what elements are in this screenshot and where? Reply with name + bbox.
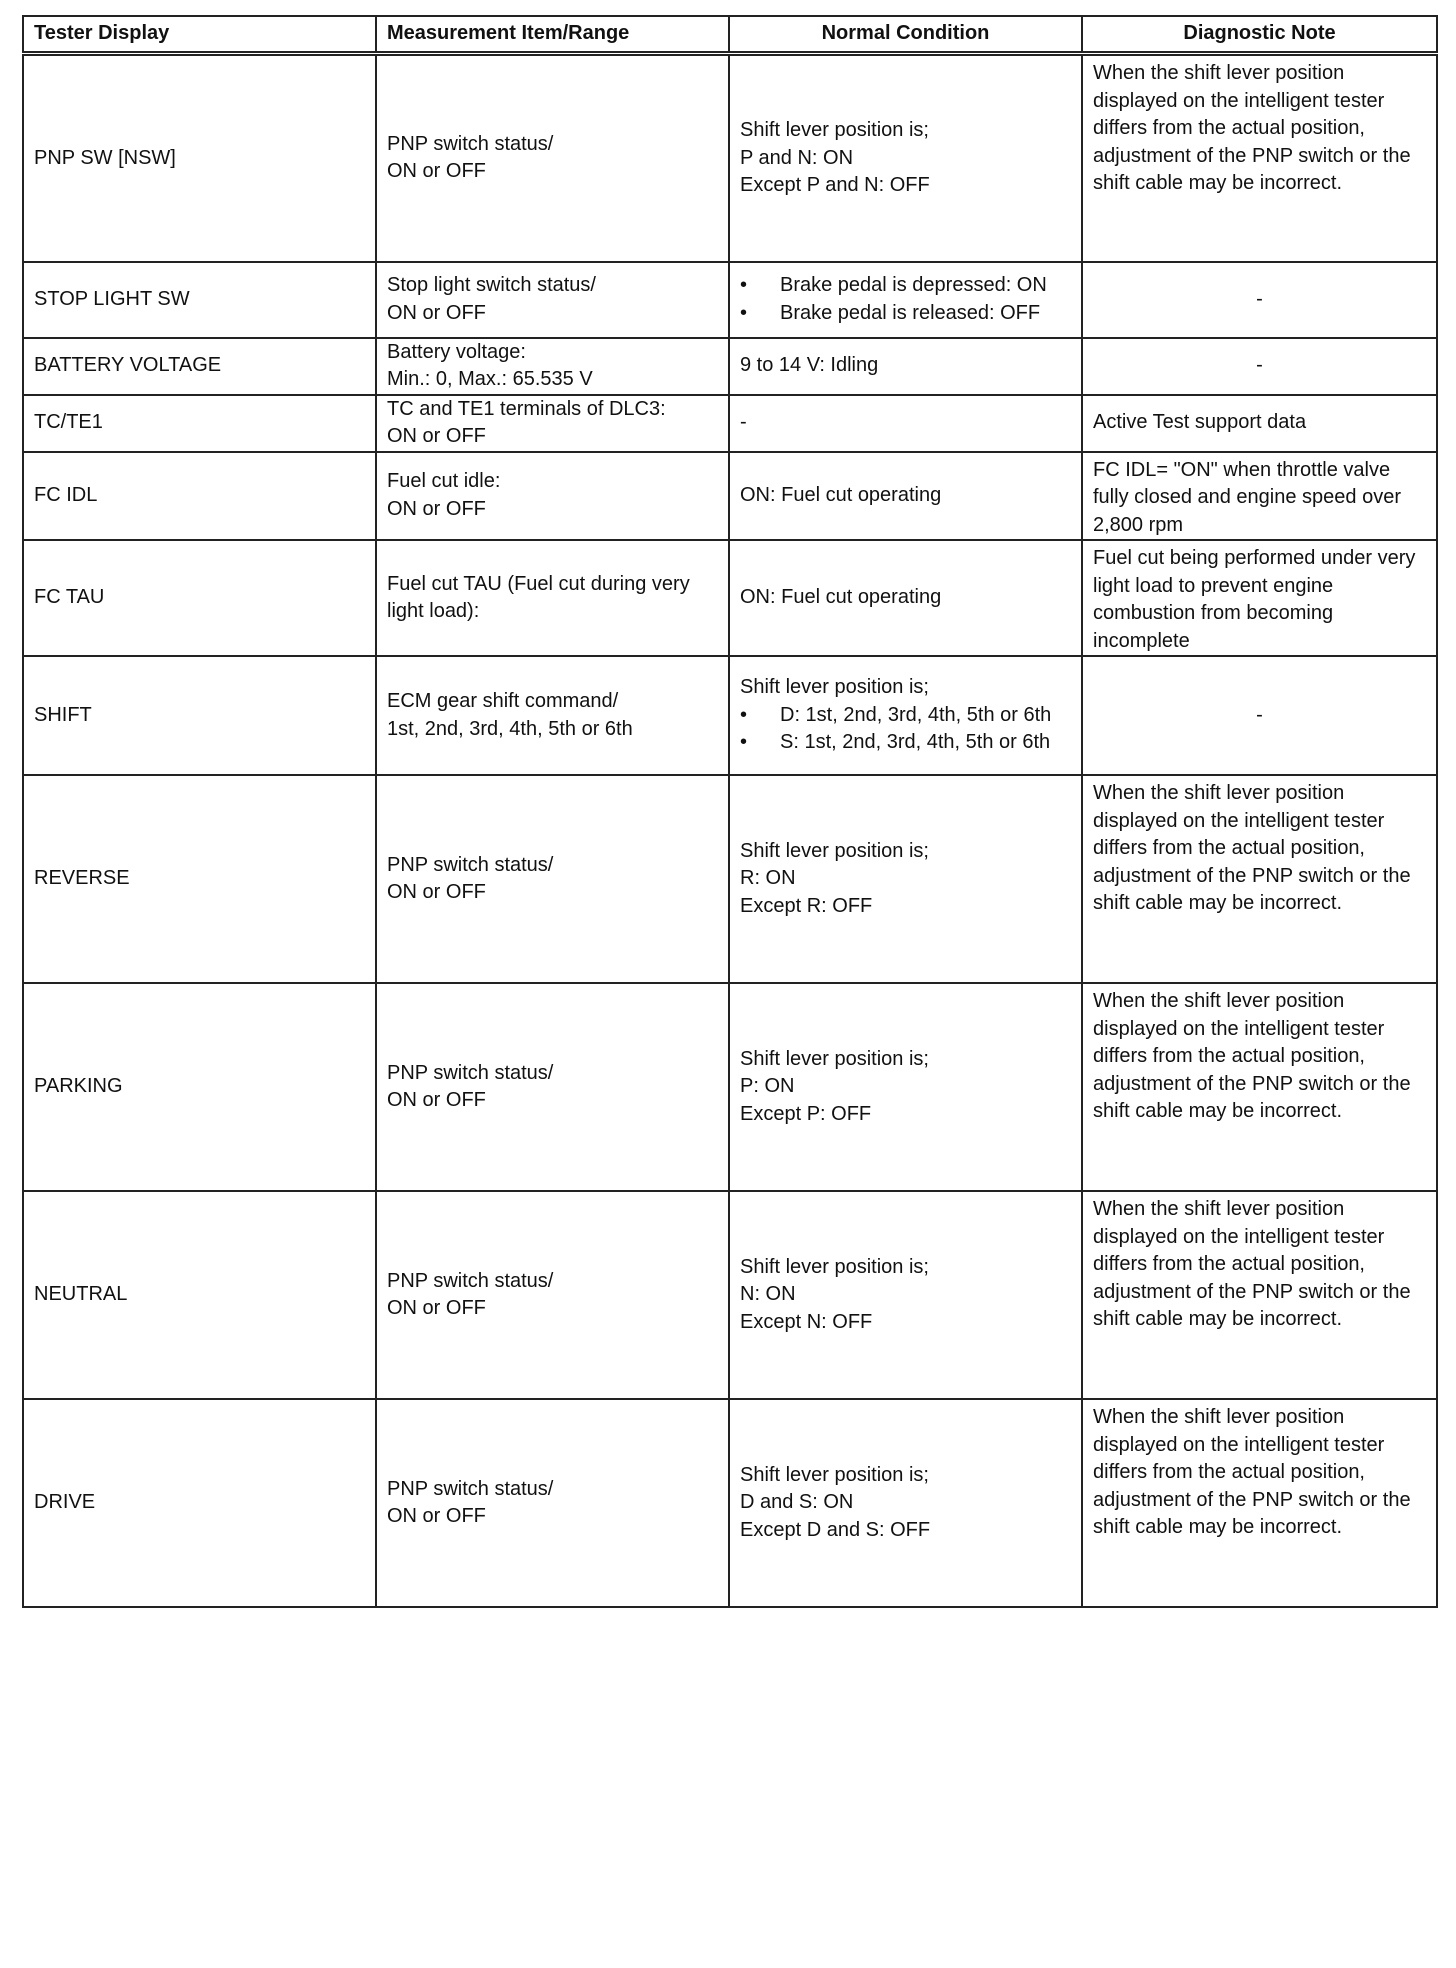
normal-condition-line: Shift lever position is;	[740, 1463, 929, 1486]
measurement-line: ON or OFF	[387, 1089, 486, 1111]
normal-condition-line: Except P: OFF	[740, 1102, 872, 1125]
cell-measurement	[376, 338, 729, 395]
measurement-line: TC and TE1 terminals of DLC3:	[387, 397, 666, 420]
normal-condition-line: Except R: OFF	[740, 894, 873, 917]
normal-condition-line: Shift lever position is;	[740, 676, 929, 699]
table-row	[23, 656, 1437, 775]
table-row	[23, 1191, 1437, 1399]
normal-condition-line: N: ON	[740, 1283, 796, 1306]
normal-condition-line: ON: Fuel cut operating	[740, 484, 942, 506]
measurement-line: ON or OFF	[387, 1505, 486, 1527]
cell-measurement	[376, 656, 729, 775]
cell-normal-condition	[729, 395, 1082, 452]
cell-tester-display: FC IDL	[23, 452, 376, 541]
cell-measurement	[376, 54, 729, 262]
data-list-table	[22, 15, 1438, 1608]
measurement-line: ON or OFF	[387, 1297, 486, 1319]
normal-condition-line: D and S: ON	[740, 1491, 854, 1514]
cell-normal-condition	[729, 262, 1082, 338]
measurement-line: PNP switch status/	[387, 853, 554, 876]
cell-normal-condition	[729, 338, 1082, 395]
cell-diagnostic-note: -	[1082, 656, 1437, 775]
cell-diagnostic-note: When the shift lever position displayed on the intelligent tester differs from the actual position, adjustment of the PNP switch or the shift cable may be incorrect.	[1082, 775, 1437, 983]
measurement-line: PNP switch status/	[387, 1061, 554, 1084]
table-row	[23, 540, 1437, 656]
cell-normal-condition	[729, 775, 1082, 983]
cell-normal-condition	[729, 452, 1082, 541]
measurement-line: Battery voltage:	[387, 340, 526, 363]
cell-tester-display: NEUTRAL	[23, 1191, 376, 1399]
header-measurement-item: Measurement Item/Range	[376, 16, 729, 54]
cell-diagnostic-note: When the shift lever position displayed on the intelligent tester differs from the actual position, adjustment of the PNP switch or the shift cable may be incorrect.	[1082, 983, 1437, 1191]
normal-condition-line: P and N: ON	[740, 146, 854, 169]
normal-condition-line: Except D and S: OFF	[740, 1518, 931, 1541]
header-normal-condition: Normal Condition	[729, 16, 1082, 54]
measurement-line: Min.: 0, Max.: 65.535 V	[387, 368, 593, 390]
normal-condition-line: 9 to 14 V: Idling	[740, 354, 879, 377]
cell-normal-condition	[729, 656, 1082, 775]
cell-diagnostic-note: When the shift lever position displayed on the intelligent tester differs from the actual position, adjustment of the PNP switch or the shift cable may be incorrect.	[1082, 54, 1437, 262]
normal-condition-bullet: • Brake pedal is released: OFF	[740, 300, 1071, 328]
cell-measurement	[376, 452, 729, 541]
cell-diagnostic-note: When the shift lever position displayed on the intelligent tester differs from the actual position, adjustment of the PNP switch or the shift cable may be incorrect.	[1082, 1399, 1437, 1607]
cell-measurement	[376, 983, 729, 1191]
measurement-line: Fuel cut TAU (Fuel cut during very light load):	[387, 572, 690, 622]
measurement-line: PNP switch status/	[387, 132, 554, 155]
measurement-line: Fuel cut idle:	[387, 470, 501, 493]
measurement-line: ECM gear shift command/	[387, 690, 619, 712]
measurement-line: ON or OFF	[387, 301, 486, 324]
cell-tester-display: DRIVE	[23, 1399, 376, 1607]
cell-tester-display: REVERSE	[23, 775, 376, 983]
normal-condition-line: Except N: OFF	[740, 1310, 873, 1333]
table-row	[23, 1399, 1437, 1607]
header-diagnostic-note: Diagnostic Note	[1082, 16, 1437, 54]
normal-condition-line: R: ON	[740, 867, 796, 890]
table-row	[23, 452, 1437, 541]
cell-tester-display: BATTERY VOLTAGE	[23, 338, 376, 395]
cell-normal-condition	[729, 983, 1082, 1191]
normal-condition-bullet: • D: 1st, 2nd, 3rd, 4th, 5th or 6th	[740, 702, 1071, 730]
document-page	[22, 15, 1436, 1608]
cell-tester-display: TC/TE1	[23, 395, 376, 452]
normal-condition-line: Except P and N: OFF	[740, 174, 930, 196]
cell-diagnostic-note: Active Test support data	[1082, 395, 1437, 452]
measurement-line: 1st, 2nd, 3rd, 4th, 5th or 6th	[387, 717, 633, 740]
normal-condition-bullet: • Brake pedal is depressed: ON	[740, 272, 1071, 300]
normal-condition-line: Shift lever position is;	[740, 119, 929, 141]
cell-measurement	[376, 1191, 729, 1399]
measurement-line: PNP switch status/	[387, 1477, 554, 1500]
cell-diagnostic-note: -	[1082, 338, 1437, 395]
cell-normal-condition	[729, 1191, 1082, 1399]
cell-diagnostic-note: Fuel cut being performed under very light load to prevent engine combustion from becoming incomplete	[1082, 540, 1437, 656]
cell-tester-display: STOP LIGHT SW	[23, 262, 376, 338]
cell-tester-display: SHIFT	[23, 656, 376, 775]
cell-measurement	[376, 1399, 729, 1607]
cell-tester-display: PARKING	[23, 983, 376, 1191]
cell-diagnostic-note: FC IDL= "ON" when throttle valve fully closed and engine speed over 2,800 rpm	[1082, 452, 1437, 541]
cell-measurement	[376, 262, 729, 338]
cell-measurement	[376, 395, 729, 452]
measurement-line: ON or OFF	[387, 160, 486, 183]
normal-condition-line: Shift lever position is;	[740, 1255, 929, 1278]
table-row	[23, 983, 1437, 1191]
cell-normal-condition	[729, 54, 1082, 262]
table-row	[23, 338, 1437, 395]
table-header-row	[23, 16, 1437, 54]
normal-condition-bullet: • S: 1st, 2nd, 3rd, 4th, 5th or 6th	[740, 729, 1071, 757]
measurement-line: PNP switch status/	[387, 1269, 554, 1292]
measurement-line: ON or OFF	[387, 881, 486, 903]
cell-measurement	[376, 540, 729, 656]
table-row	[23, 395, 1437, 452]
normal-condition-line: Shift lever position is;	[740, 839, 929, 862]
measurement-line: ON or OFF	[387, 497, 486, 520]
table-row	[23, 775, 1437, 983]
normal-condition-line: -	[740, 411, 747, 434]
table-row	[23, 262, 1437, 338]
cell-diagnostic-note: When the shift lever position displayed on the intelligent tester differs from the actual position, adjustment of the PNP switch or the shift cable may be incorrect.	[1082, 1191, 1437, 1399]
table-row	[23, 54, 1437, 262]
normal-condition-line: Shift lever position is;	[740, 1047, 929, 1070]
normal-condition-line: ON: Fuel cut operating	[740, 586, 942, 609]
normal-condition-line: P: ON	[740, 1075, 795, 1098]
measurement-line: Stop light switch status/	[387, 274, 596, 296]
cell-normal-condition	[729, 540, 1082, 656]
table-body	[23, 54, 1437, 1608]
cell-measurement	[376, 775, 729, 983]
measurement-line: ON or OFF	[387, 425, 486, 447]
header-tester-display: Tester Display	[23, 16, 376, 54]
cell-tester-display: PNP SW [NSW]	[23, 54, 376, 262]
cell-normal-condition	[729, 1399, 1082, 1607]
cell-diagnostic-note: -	[1082, 262, 1437, 338]
cell-tester-display: FC TAU	[23, 540, 376, 656]
